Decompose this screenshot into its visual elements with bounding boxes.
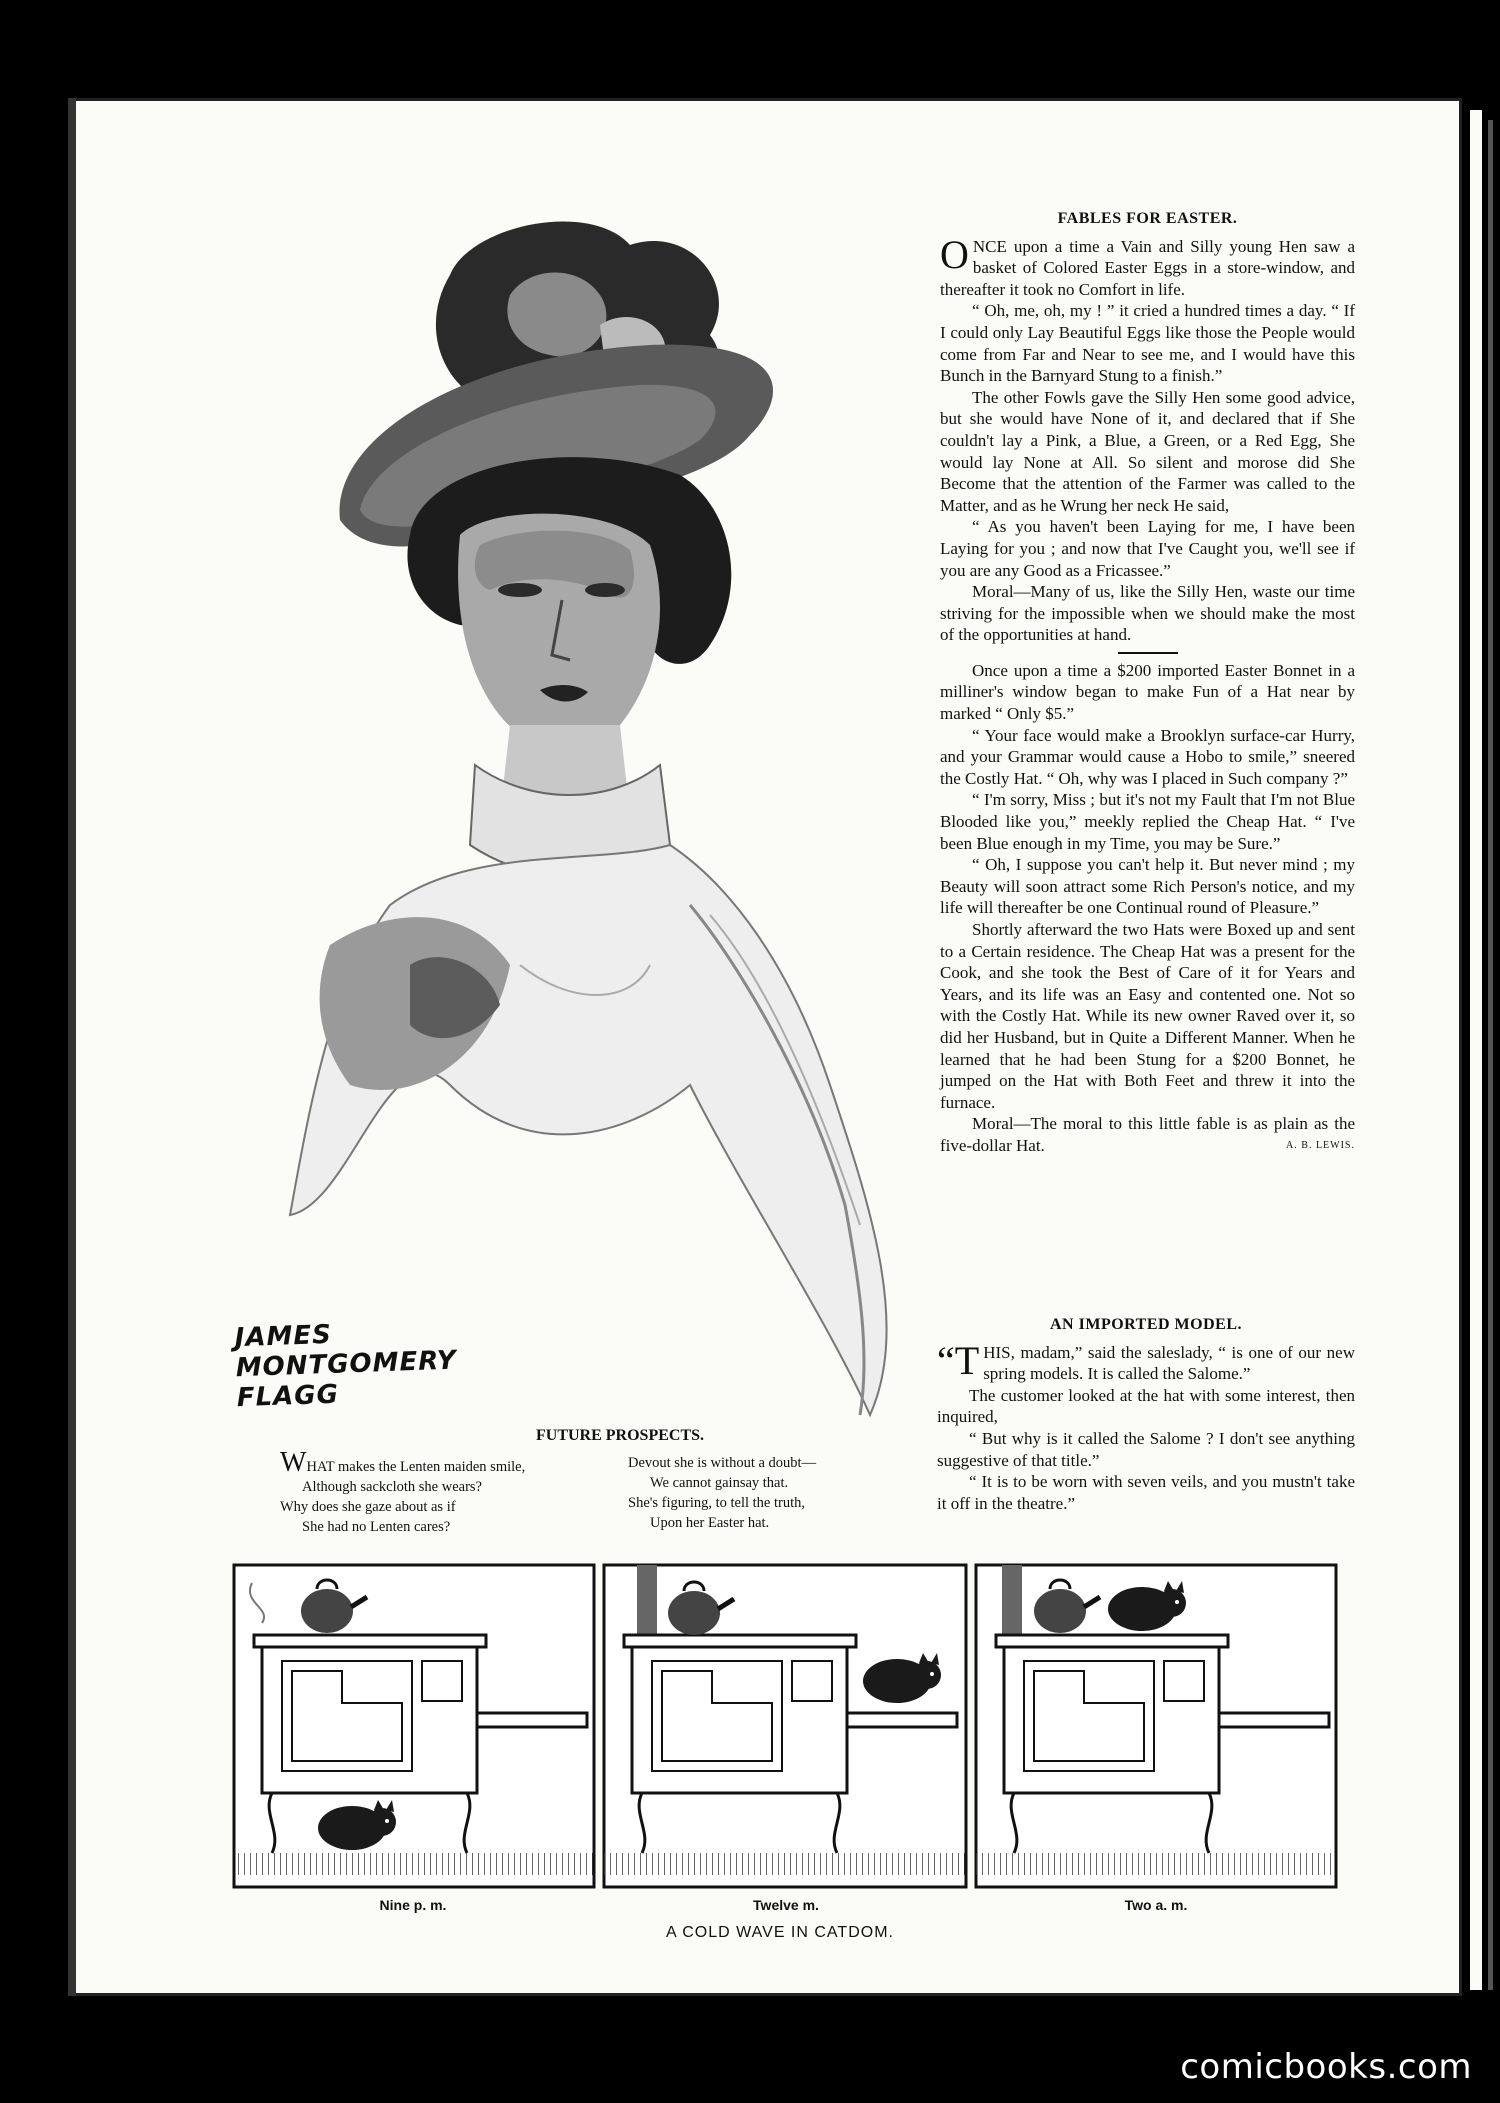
panel-twelve-m [604,1565,966,1887]
fables-paragraph: The other Fowls gave the Silly Hen some good advice, but she would have None of it, and declared that if She couldn't lay a Pink, a Blue, a Green, or a Red Egg, She would lay None at All. So silent and morose did She Become that the attention of the Farmer was called to the Matter, and as he Wrung her neck He said, [940,387,1355,515]
fables-moral: Moral—Many of us, like the Silly Hen, waste our time striving for the impossible when we should make the most of the opportunities at hand. [940,582,1355,645]
fables-moral: Moral—The moral to this little fable is as plain as the five-dollar Hat. A. B. LEWIS. [940,1114,1355,1155]
artist-signature: JAMES MONTGOMERY FLAGG [234,1319,458,1414]
imported-model-article [937,1314,1355,1514]
panel-nine-pm [234,1565,594,1887]
poem-line: She's figuring, to tell the truth, [628,1495,805,1511]
model-paragraph: “ It is to be worn with seven veils, and you mustn't take it off in the theatre.” [937,1472,1355,1513]
panel-caption: Two a. m. [1124,1897,1188,1913]
comic-strip-title: A COLD WAVE IN CATDOM. [666,1924,894,1941]
poem-line: She had no Lenten cares? [302,1519,451,1535]
poem-line: Upon her Easter hat. [650,1515,770,1531]
fables-paragraph: “ As you haven't been Laying for me, I have been Laying for you ; and now that I've Caught you, we'll see if you are any Good as a Fricassee.” [940,517,1355,580]
poem-line: Although sackcloth she wears? [302,1479,482,1495]
poem-stanza-1 [280,1447,590,1537]
fables-paragraph: “ I'm sorry, Miss ; but it's not my Fault that I'm not Blue Blooded like you,” meekly replied the Cheap Hat. “ I've been Blue enough in my Time, you may be Sure.” [940,790,1355,853]
cat-comic-strip [232,1563,1338,1889]
imported-model-title: AN IMPORTED MODEL. [1050,1316,1242,1333]
poem-line: WHAT makes the Lenten maiden smile, [280,1447,526,1478]
fables-paragraph: “ Oh, I suppose you can't help it. But never mind ; my Beauty will soon attract some Rich Person's notice, and my life will thereafter be one Continual round of Pleasure.” [940,855,1355,918]
author-byline: A. B. LEWIS. [1286,1139,1355,1151]
fables-title: FABLES FOR EASTER. [1057,210,1238,227]
facing-page-edge [1470,110,1482,1990]
fables-article [940,208,1355,1157]
model-paragraph: “ But why is it called the Salome ? I don't see anything suggestive of that title.” [937,1428,1355,1470]
poem-line: Why does she gaze about as if [280,1499,456,1515]
poem-title: FUTURE PROSPECTS. [535,1427,705,1444]
site-watermark: comicbooks.com [1180,2047,1472,2087]
model-paragraph: “THIS, madam,” said the saleslady, “ is one of our new spring models. It is called the Salome.” [937,1337,1355,1384]
drop-cap: W [280,1447,307,1478]
section-divider [1118,652,1178,654]
drop-cap: O [940,231,969,277]
panel-caption: Nine p. m. [379,1897,447,1913]
model-paragraph: The customer looked at the hat with some interest, then inquired, [937,1385,1355,1427]
poem-line: Devout she is without a doubt— [628,1455,817,1471]
fables-paragraph: ONCE upon a time a Vain and Silly young Hen saw a basket of Colored Easter Eggs in a store-window, and thereafter it took no Comfort in life. [940,231,1355,299]
poem-stanza-2 [628,1453,928,1533]
facing-page-shadow [1488,120,1493,1990]
drop-cap: “T [937,1337,980,1383]
fables-paragraph: Shortly afterward the two Hats were Boxed up and sent to a Certain residence. The Cheap Hat was a present for the Cook, and she took the Best of Care of it for Years and Years, and its life was an Easy and contented one. Not so with the Costly Hat. While its new owner Raved over it, so did her Husband, but in Quite a Different Manner. When he learned that he had been Stung for a $200 Bonnet, he jumped on the Hat with Both Feet and threw it into the furnace. [940,920,1355,1112]
page-binding-edge [68,98,76,1996]
fables-paragraph: Once upon a time a $200 imported Easter Bonnet in a milliner's window began to make Fun of a Hat near by marked “ Only $5.” [940,660,1355,724]
woman-in-hat-illustration [270,205,920,1435]
panel-two-am [976,1565,1336,1887]
panel-caption: Twelve m. [753,1897,819,1913]
poem-line: We cannot gainsay that. [650,1475,789,1491]
fables-paragraph: “ Your face would make a Brooklyn surface-car Hurry, and your Grammar would cause a Hobo to smile,” sneered the Costly Hat. “ Oh, why was I placed in Such company ?” [940,725,1355,788]
fables-paragraph: “ Oh, me, oh, my ! ” it cried a hundred times a day. “ If I could only Lay Beautiful Eggs like those the People would come from Far and Near to see me, and I would have this Bunch in the Barnyard Stung to a finish.” [940,301,1355,386]
